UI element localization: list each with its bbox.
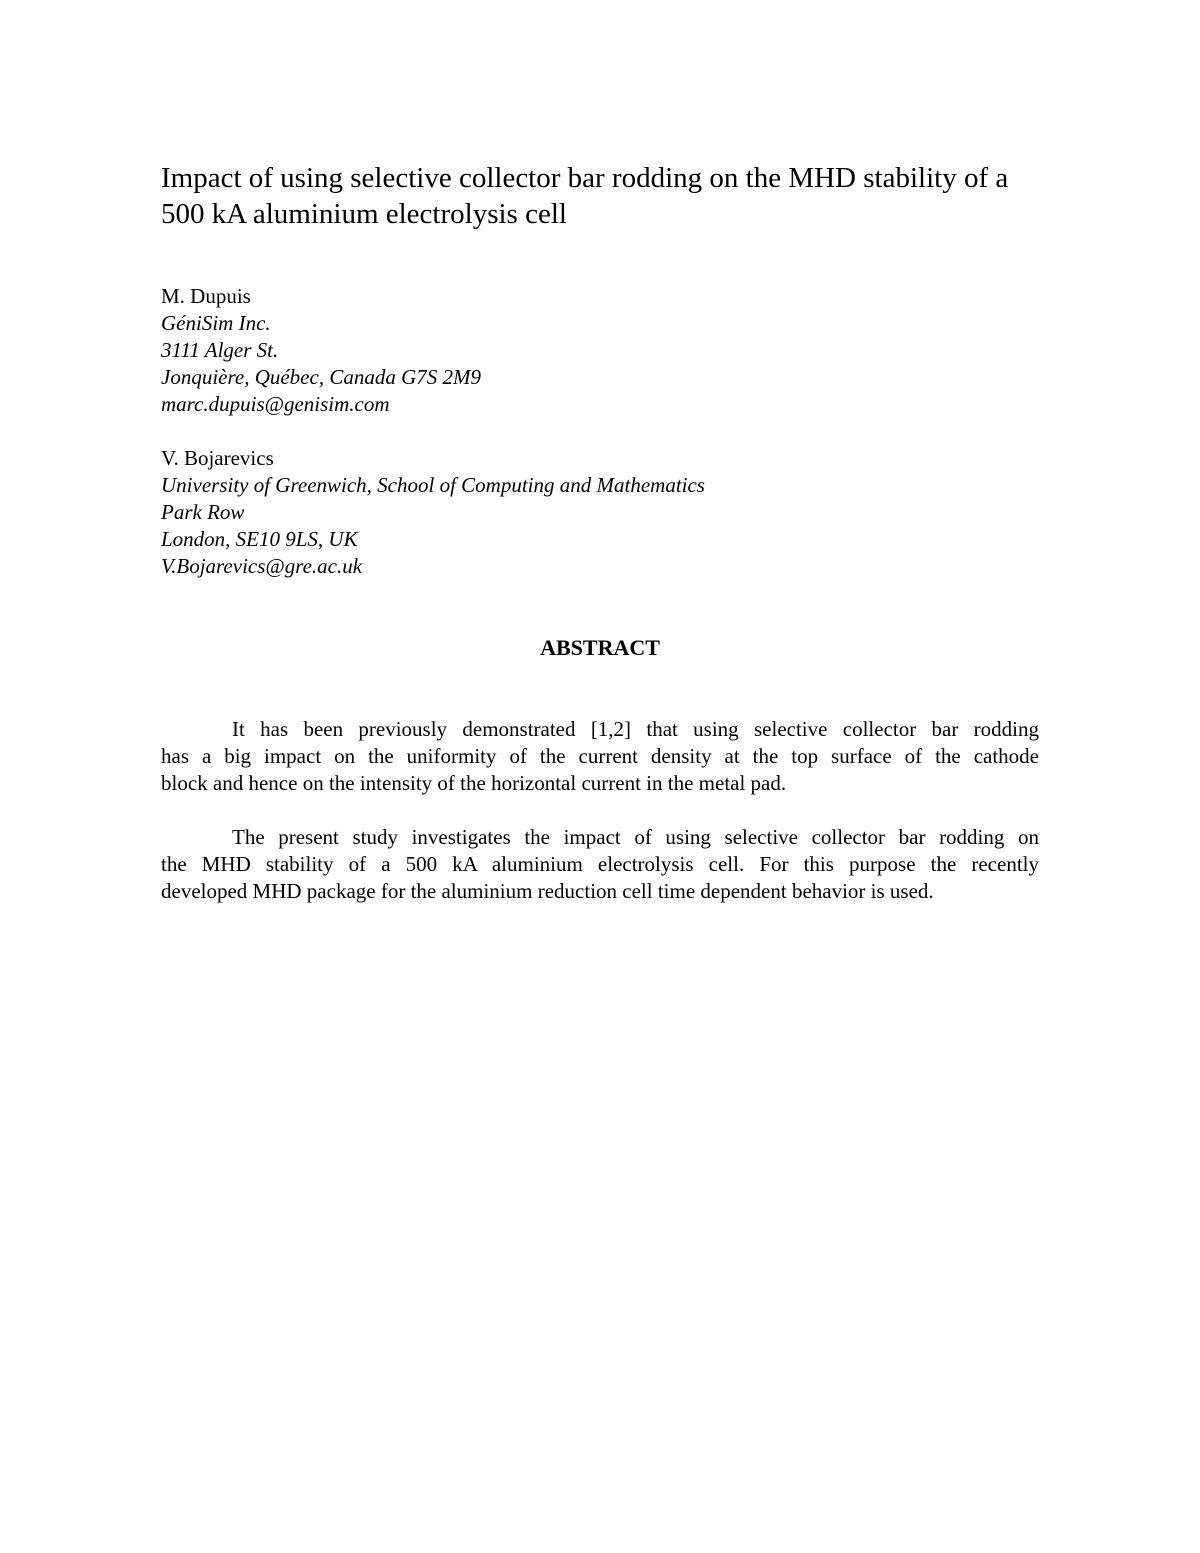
author-address: London, SE10 9LS, UK xyxy=(161,527,358,551)
author-affiliation: GéniSim Inc. xyxy=(161,311,271,335)
author-address: 3111 Alger St. xyxy=(161,338,279,362)
abstract-paragraph xyxy=(161,824,1039,905)
author-address: Jonquière, Québec, Canada G7S 2M9 xyxy=(161,365,481,389)
author-email: marc.dupuis@genisim.com xyxy=(161,392,390,416)
abstract-heading: ABSTRACT xyxy=(540,635,660,660)
author-block xyxy=(161,445,1061,580)
abstract-paragraph xyxy=(161,716,1039,797)
paragraph-line: has a big impact on the uniformity of the current density at the top surface of the cathode xyxy=(161,744,1039,768)
paragraph-line: developed MHD package for the aluminium reduction cell time dependent behavior is used. xyxy=(161,879,934,903)
author-block xyxy=(161,283,1061,418)
author-name: V. Bojarevics xyxy=(161,446,274,470)
paragraph-line: It has been previously demonstrated [1,2] that using selective collector bar rodding xyxy=(232,717,1039,741)
author-email: V.Bojarevics@gre.ac.uk xyxy=(161,554,363,578)
paragraph-line: the MHD stability of a 500 kA aluminium electrolysis cell. For this purpose the recently xyxy=(161,852,1039,876)
author-name: M. Dupuis xyxy=(161,284,251,308)
paragraph-line: The present study investigates the impact of using selective collector bar rodding on xyxy=(232,825,1039,849)
paper-title xyxy=(161,160,1041,232)
author-address: Park Row xyxy=(161,500,245,524)
title-line: 500 kA aluminium electrolysis cell xyxy=(161,198,567,230)
author-affiliation: University of Greenwich, School of Computing and Mathematics xyxy=(161,473,705,497)
title-line: Impact of using selective collector bar rodding on the MHD stability of a xyxy=(161,162,1009,194)
paragraph-line: block and hence on the intensity of the horizontal current in the metal pad. xyxy=(161,771,787,795)
